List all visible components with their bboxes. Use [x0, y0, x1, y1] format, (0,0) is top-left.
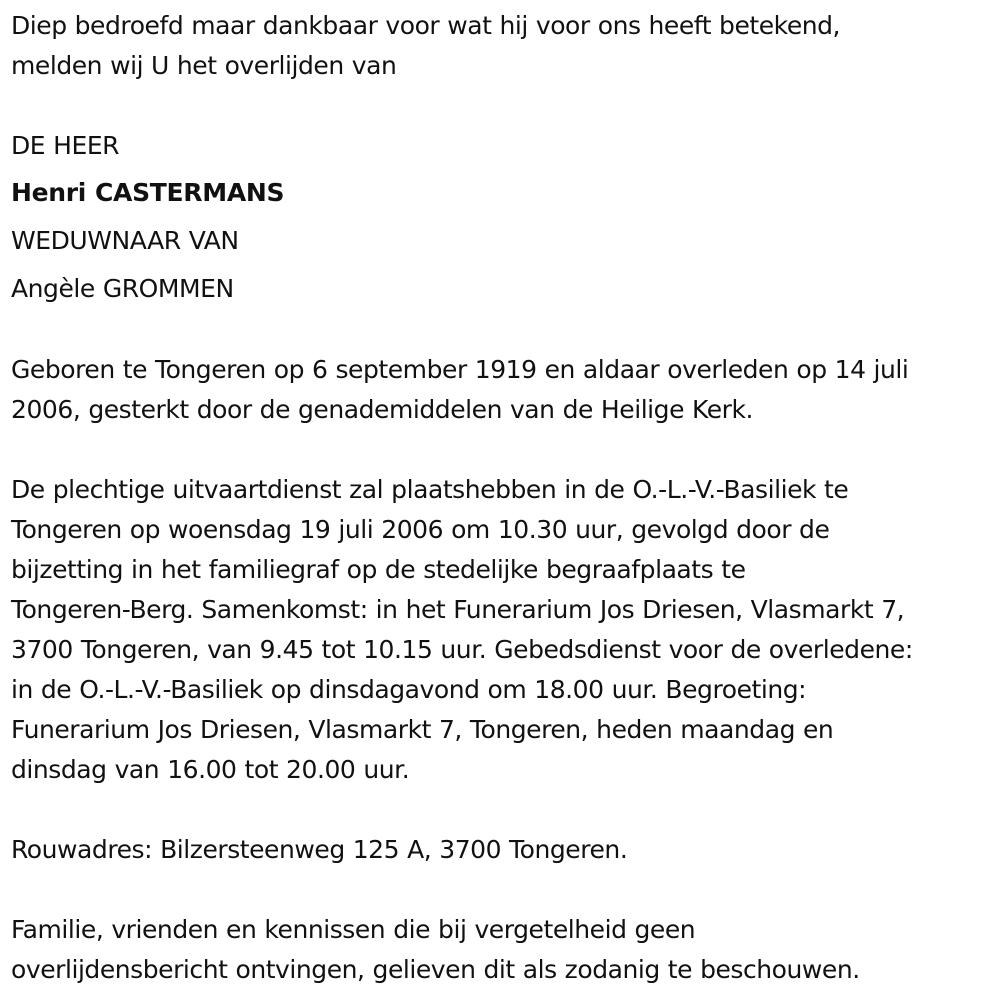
birth-death-line-2: 2006, gesterkt door de genademiddelen van de Heilige Kerk. [11, 395, 754, 424]
funeral-line-2: Tongeren op woensdag 19 juli 2006 om 10.30 uur, gevolgd door de [11, 515, 830, 544]
funeral-line-5: 3700 Tongeren, van 9.45 tot 10.15 uur. Gebedsdienst voor de overledene: [11, 635, 913, 664]
deceased-relation: WEDUWNAAR VAN [11, 226, 239, 255]
funeral-line-1: De plechtige uitvaartdienst zal plaatshebben in de O.-L.-V.-Basiliek te [11, 475, 849, 504]
deceased-title: DE HEER [11, 131, 120, 160]
funeral-line-4: Tongeren-Berg. Samenkomst: in het Funerarium Jos Driesen, Vlasmarkt 7, [11, 595, 905, 624]
deceased-name: Henri CASTERMANS [11, 178, 285, 207]
intro-line-2: melden wij U het overlijden van [11, 51, 397, 80]
mourning-address: Rouwadres: Bilzersteenweg 125 A, 3700 Tongeren. [11, 835, 628, 864]
funeral-line-3: bijzetting in het familiegraf op de stedelijke begraafplaats te [11, 555, 746, 584]
closing-line-1: Familie, vrienden en kennissen die bij vergetelheid geen [11, 915, 696, 944]
birth-death-line-1: Geboren te Tongeren op 6 september 1919 en aldaar overleden op 14 juli [11, 355, 909, 384]
closing-line-2: overlijdensbericht ontvingen, gelieven dit als zodanig te beschouwen. [11, 955, 860, 984]
funeral-line-8: dinsdag van 16.00 tot 20.00 uur. [11, 755, 410, 784]
spouse-name: Angèle GROMMEN [11, 274, 234, 303]
funeral-line-6: in de O.-L.-V.-Basiliek op dinsdagavond om 18.00 uur. Begroeting: [11, 675, 807, 704]
funeral-line-7: Funerarium Jos Driesen, Vlasmarkt 7, Tongeren, heden maandag en [11, 715, 834, 744]
intro-line-1: Diep bedroefd maar dankbaar voor wat hij voor ons heeft betekend, [11, 11, 841, 40]
